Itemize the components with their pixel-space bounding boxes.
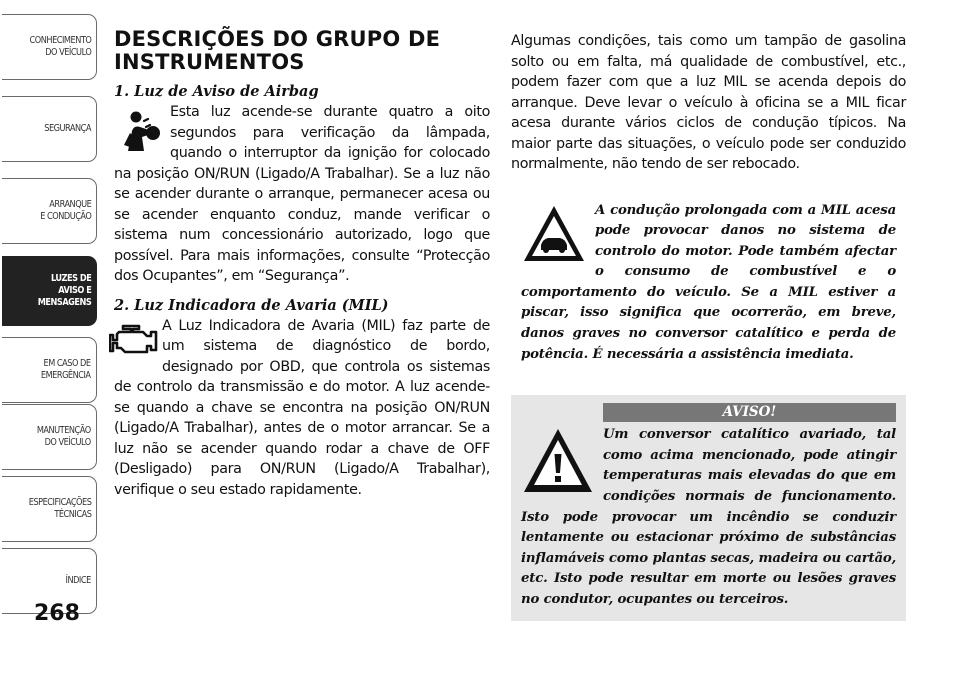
tab-label-line: MANUTENÇÃO (37, 425, 91, 436)
caution-note (511, 197, 906, 372)
warning-text: Um conversor catalítico avariado, tal como acima mencionado, pode atingir temperaturas mais elevadas do que em condições normais de funcionamento. Isto pode provocar um incêndio se conduzir lentamente ou estacionar próximo de substâncias inflamáveis como plantas secas, madeira ou cartão, etc. Isto pode resultar em morte ou lesões graves no condutor, ocupantes ou terceiros. (521, 427, 896, 607)
tab-label-line: ARRANQUE (48, 199, 91, 210)
tab-label (44, 123, 91, 135)
tab-label-line: ÍNDICE (65, 575, 91, 586)
tab-label-line: DO VEÍCULO (44, 47, 91, 58)
tab-label (28, 497, 91, 521)
car-caution-triangle-icon (521, 203, 587, 265)
caution-text: A condução prolongada com a MIL acesa pode provocar danos no sistema de controlo do motor. Pode também afectar o consumo de combustível e o comportamento do veículo. Se a MIL estiver a piscar, isso significa que ocorrerão, em breve, danos graves no conversor catalítico e perda de potência. É necessária a assistência imediata. (521, 202, 896, 362)
section-heading-line: INSTRUMENTOS (114, 50, 305, 74)
page-number: 268 (34, 601, 80, 626)
tab-label-line: EM CASO DE (43, 358, 91, 369)
tab-label-line: CONHECIMENTO (29, 35, 91, 46)
tab-seguranca[interactable] (2, 96, 97, 162)
right-column (511, 31, 906, 621)
tab-label (66, 575, 91, 587)
mil-item-body (114, 316, 490, 501)
warning-title: AVISO! (603, 403, 896, 422)
exclamation-triangle-icon (521, 426, 595, 496)
tab-label-line: MENSAGENS (37, 297, 91, 308)
airbag-warning-icon (114, 102, 170, 160)
tab-arranque-e-conducao[interactable] (2, 178, 97, 244)
check-engine-icon (106, 316, 162, 366)
airbag-item-text: Esta luz acende-se durante quatro a oito segundos para verificação da lâmpada, quando o interruptor da ignição for colocado na posição ON/RUN (Ligado/A Trabalhar). Se a luz não se acender durante o arranque, permanecer acesa ou se acender enquanto conduz, mande verificar o sistema num concessionário autorizado, logo que possível. Para mais informações, consulte “Protecção dos Ocupantes”, em “Segurança”. (114, 104, 490, 284)
tab-conhecimento-do-veiculo[interactable] (2, 14, 97, 80)
section-heading-line: DESCRIÇÕES DO GRUPO DE (114, 27, 441, 51)
tab-label-line: AVISO E (57, 285, 91, 296)
tab-label-line: ESPECIFICAÇÕES (28, 497, 91, 508)
tab-luzes-de-aviso-e-mensagens[interactable] (2, 256, 97, 326)
tab-label (37, 425, 91, 449)
tab-manutencao-do-veiculo[interactable] (2, 404, 97, 470)
left-column (114, 28, 490, 500)
tab-label-line: E CONDUÇÃO (39, 211, 91, 222)
airbag-item-body (114, 102, 490, 287)
mil-conditions-paragraph: Algumas condições, tais como um tampão de gasolina solto ou em falta, má qualidade de combustível, etc., podem fazer com que a luz MIL se acenda depois do arranque. Deve levar o veículo à oficina se a MIL ficar acesa durante vários ciclos de condução típicos. Na maior parte das situações, o veículo pode ser conduzido normalmente, não tendo de ser rebocado. (511, 33, 906, 172)
tab-label-line: DO VEÍCULO (44, 437, 91, 448)
section-heading (114, 28, 490, 74)
mil-item-text: A Luz Indicadora de Avaria (MIL) faz parte de um sistema de diagnóstico de bordo, designado por OBD, que controla os sistemas de controlo da transmissão e do motor. A luz acende-se quando a chave se encontra na posição ON/RUN (Ligado/A Trabalhar), antes de o motor arrancar. Se a luz não se acender quando rodar a chave de OFF (Desligado) para ON/RUN (Ligado/A Trabalhar), verifique o seu estado rapidamente. (114, 317, 490, 498)
tab-label-line: TÉCNICAS (53, 509, 91, 520)
mil-item-title: 2. Luz Indicadora de Avaria (MIL) (114, 296, 389, 314)
tab-label (40, 199, 91, 223)
tab-label-line: EMERGÊNCIA (41, 370, 91, 381)
warning-box (511, 395, 906, 620)
tab-label-line: LUZES DE (50, 273, 91, 284)
tab-em-caso-de-emergencia[interactable] (2, 337, 97, 403)
airbag-item-title: 1. Luz de Aviso de Airbag (114, 83, 319, 100)
tab-label (41, 358, 91, 382)
tab-especificacoes-tecnicas[interactable] (2, 476, 97, 542)
tab-label (29, 35, 91, 59)
tab-label (37, 273, 91, 309)
tab-label-line: SEGURANÇA (44, 123, 91, 134)
